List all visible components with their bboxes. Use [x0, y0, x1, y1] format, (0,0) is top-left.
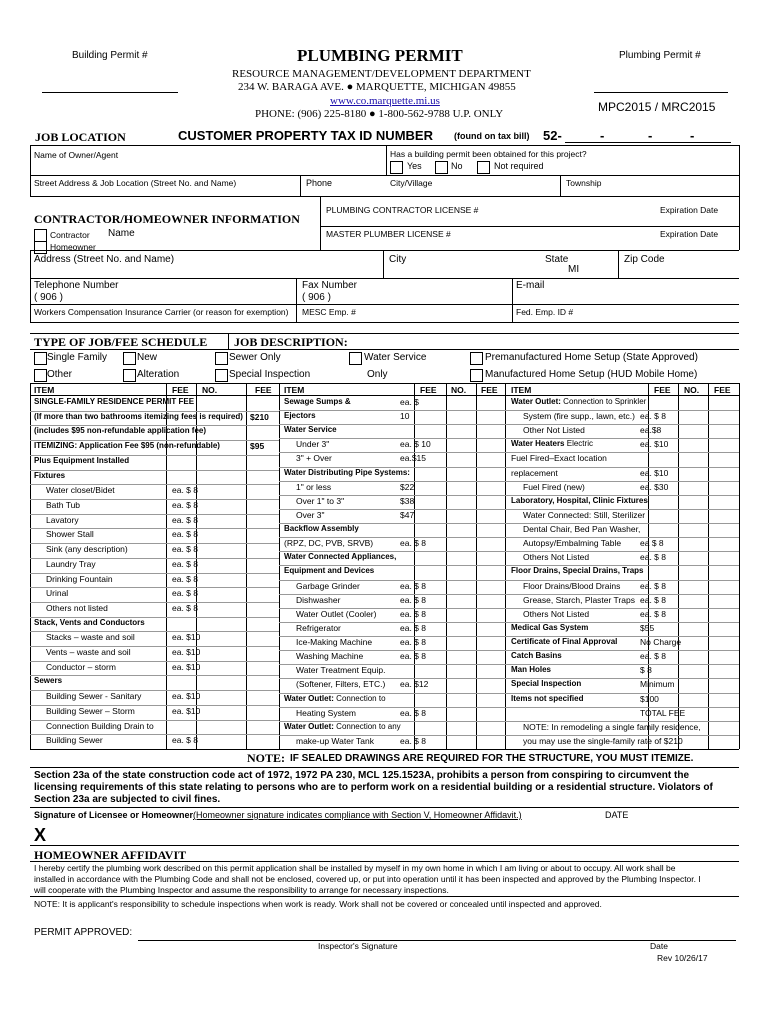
- tax-id-field[interactable]: [565, 142, 731, 143]
- job-location-heading: JOB LOCATION: [35, 130, 126, 144]
- fee-item-label: Over 3": [296, 509, 325, 520]
- fee-amount: ea. $ 8: [400, 594, 426, 605]
- fee-amount: $55: [640, 622, 655, 633]
- name-label: Name: [108, 228, 135, 239]
- fee-item-label: Lavatory: [46, 514, 79, 525]
- city-village-label: City/Village: [390, 178, 433, 188]
- fee-amount: ea.$8: [640, 425, 662, 436]
- water-service-label: Water Service: [364, 352, 427, 363]
- footer-date-label: Date: [650, 941, 668, 951]
- col1-item-header: ITEM: [34, 385, 55, 395]
- fee-item-label: Shower Stall: [46, 529, 94, 540]
- single-family-label: Single Family: [47, 352, 108, 363]
- sealed-note-prefix: NOTE:: [247, 751, 286, 765]
- fee-amount: ea. $ 8: [400, 735, 426, 746]
- fee-amount: ea. $10: [172, 632, 201, 643]
- yes-label: Yes: [407, 161, 422, 171]
- other-label: Other: [47, 369, 73, 380]
- fee-amount: ea. $10: [640, 467, 669, 478]
- tax-id-label: CUSTOMER PROPERTY TAX ID NUMBER: [178, 128, 433, 143]
- not-required-checkbox[interactable]: [477, 161, 490, 174]
- sewer-only-checkbox[interactable]: [215, 352, 228, 365]
- fee-amount: ea. $ 8: [172, 588, 198, 599]
- fee-item-label: Washing Machine: [296, 651, 364, 662]
- water-service-only-label: Only: [367, 369, 388, 380]
- fee-item-label: Others not listed: [46, 602, 108, 613]
- fee-amount: ea. $ 8: [172, 602, 198, 613]
- fee-item-label: Drinking Fountain: [46, 573, 113, 584]
- fee-item-label: Others Not Listed: [523, 608, 590, 619]
- fee-amount: ea. $ 8: [640, 552, 666, 563]
- homeowner-label: Homeowner: [50, 242, 96, 252]
- fee-item-label: Certificate of Final Approval: [511, 637, 618, 647]
- fee-total-amount: $210: [250, 411, 269, 422]
- manufactured-label: Manufactured Home Setup (HUD Mobile Home): [485, 369, 698, 380]
- approval-signature-line[interactable]: [138, 940, 736, 941]
- fee-amount: ea. $ 8: [640, 594, 666, 605]
- fax-label: Fax Number: [302, 280, 358, 291]
- fee-amount: ea. $ 8: [400, 651, 426, 662]
- inspector-signature-label: Inspector's Signature: [318, 941, 398, 951]
- fee-item-detail: Connection to Sprinkler: [560, 397, 647, 406]
- fee-amount: ea. $ 8: [640, 608, 666, 619]
- fee-item-label: Building Sewer – Storm: [46, 705, 135, 716]
- street-label: Street Address & Job Location (Street No. and Name): [34, 178, 237, 188]
- fee-item-label: Under 3": [296, 439, 330, 450]
- township-label: Township: [566, 178, 602, 188]
- fee-item-label: 1" or less: [296, 481, 332, 492]
- building-permit-question: Has a building permit been obtained for this project?: [390, 149, 587, 159]
- fee-item-label: Man Holes: [511, 665, 552, 675]
- col3-item-header: ITEM: [511, 385, 532, 395]
- fee-item-label: Water Connected: Still, Sterilizer: [523, 509, 646, 520]
- no-checkbox[interactable]: [435, 161, 448, 174]
- plumbing-permit-field[interactable]: [594, 92, 728, 93]
- fee-item-label: Urinal: [46, 588, 69, 599]
- section-23a-text: Section 23a of the state construction code act of 1972, 1972 PA 230, MCL 125.1523A, prohibits a person from conspiring to circumvent the licensing requirements of this state relating to persons who are to perform work on a residential building or a residential structure. Violators of Section 23a are subjected to civil fines.: [34, 770, 713, 805]
- form-codes: MPC2015 / MRC2015: [598, 100, 716, 114]
- fee-amount: ea. $10: [172, 691, 201, 702]
- fee-amount: $ 8: [640, 665, 652, 676]
- fee-amount: ea. $ 8: [172, 558, 198, 569]
- department-address: 234 W. BARAGA AVE. ● MARQUETTE, MICHIGAN 49855: [238, 81, 516, 93]
- signature-x-mark: X: [34, 825, 47, 845]
- affidavit-heading: HOMEOWNER AFFIDAVIT: [34, 848, 187, 862]
- tax-id-prefix: 52-: [543, 128, 562, 143]
- fee-amount: $100: [640, 693, 659, 704]
- fee-item-label: Bath Tub: [46, 499, 81, 510]
- fee-item-label: Catch Basins: [511, 651, 562, 661]
- fee-item-label: Dishwasher: [296, 594, 341, 605]
- fee-item-label: Over 1" to 3": [296, 495, 345, 506]
- fee-item-label: Water closet/Bidet: [46, 485, 115, 496]
- fee-item-label: SINGLE-FAMILY RESIDENCE PERMIT FEE: [34, 397, 195, 406]
- sealed-note: IF SEALED DRAWINGS ARE REQUIRED FOR THE STRUCTURE, YOU MUST ITEMIZE.: [290, 753, 694, 764]
- other-checkbox[interactable]: [34, 369, 47, 382]
- contractor-label: Contractor: [50, 230, 90, 240]
- fee-amount: No Charge: [640, 637, 682, 648]
- date-label: DATE: [605, 810, 629, 820]
- fee-item-label: Grease, Starch, Plaster Traps: [523, 594, 635, 605]
- fee-item-label: Water Outlet: Connection to any: [284, 721, 401, 731]
- fee-item-label: you may use the single-family rate of $210: [523, 735, 683, 746]
- fee-amount: ea. $ 8: [640, 580, 666, 591]
- fee-amount: ea. $ 8: [400, 637, 426, 648]
- fee-item-label: Floor Drains, Special Drains, Traps: [511, 566, 644, 576]
- col1-fee-header: FEE: [172, 385, 189, 395]
- page-title: PLUMBING PERMIT: [297, 46, 463, 65]
- fee-amount: ea. $30: [640, 481, 669, 492]
- website-link[interactable]: www.co.marquette.mi.us: [330, 95, 440, 107]
- fee-amount: ea. $12: [400, 679, 429, 690]
- no-label: No: [451, 161, 463, 171]
- fax-value[interactable]: ( 906 ): [302, 292, 331, 303]
- building-permit-field[interactable]: [42, 92, 178, 93]
- fee-item-label: Equipment and Devices: [284, 566, 375, 576]
- fee-item-detail: Electric: [564, 439, 593, 449]
- affidavit-text-1: I hereby certify the plumbing work described on this permit application shall be installed by myself in my own home in which I am living or about to occupy. All work shall be: [34, 863, 676, 873]
- workers-comp-label: Workers Compensation Insurance Carrier (or reason for exemption): [34, 307, 289, 317]
- state-label: State: [545, 254, 569, 265]
- fee-amount: ea.$15: [400, 453, 426, 464]
- tax-id-dash-1: -: [600, 128, 605, 143]
- col2-fee2-header: FEE: [481, 385, 498, 395]
- fee-amount: ea. $10: [172, 647, 201, 658]
- new-label: New: [137, 352, 158, 363]
- fee-item-label: Others Not Listed: [523, 552, 590, 563]
- fee-item-label: Sink (any description): [46, 544, 128, 555]
- fee-amount: ea. $ 8: [172, 544, 198, 555]
- fee-amount: ea. $ 8: [172, 514, 198, 525]
- fee-item-label: Water Outlet: Connection to Sprinkler: [511, 397, 647, 406]
- fee-item-label: Water Service: [284, 425, 337, 435]
- fee-item-label: Water Heaters Electric: [511, 439, 593, 449]
- fee-item-label: Vents – waste and soil: [46, 647, 131, 658]
- job-description-heading: JOB DESCRIPTION:: [234, 335, 348, 349]
- sewer-only-label: Sewer Only: [229, 352, 281, 363]
- address-label: Address (Street No. and Name): [34, 254, 175, 265]
- fee-item-label: Dental Chair, Bed Pan Washer,: [523, 524, 641, 535]
- fee-item-label: Connection Building Drain to: [46, 720, 154, 731]
- premanufactured-checkbox[interactable]: [470, 352, 483, 365]
- fee-item-label: Plus Equipment Installed: [34, 455, 130, 465]
- building-permit-label: Building Permit #: [72, 50, 148, 61]
- fee-amount: ea. $ 8: [400, 580, 426, 591]
- fee-item-label: Ice-Making Machine: [296, 637, 373, 648]
- special-inspection-label: Special Inspection: [229, 369, 311, 380]
- fee-item-label: Floor Drains/Blood Drains: [523, 580, 621, 591]
- state-value: MI: [568, 264, 580, 275]
- fee-item-label: Fixtures: [34, 470, 66, 480]
- new-checkbox[interactable]: [123, 352, 136, 365]
- affidavit-text-3: will cooperate with the Plumbing Inspector and assume the responsibility to arrange for necessary inspections.: [34, 885, 449, 895]
- fee-amount: ea. $ 8: [400, 622, 426, 633]
- fee-amount: ea. $ 8: [640, 651, 666, 662]
- fee-amount: ea. $10: [172, 705, 201, 716]
- fee-amount: ea $ 8: [640, 538, 664, 549]
- fee-item-label: (Softener, Filters, ETC.): [296, 679, 386, 690]
- expiration-date-1: Expiration Date: [660, 205, 719, 215]
- col1-fee2-header: FEE: [255, 385, 272, 395]
- affidavit-note: NOTE: It is applicant's responsibility to schedule inspections when work is ready. Work shall not be covered or concealed until inspected and approved.: [34, 899, 602, 909]
- special-inspection-checkbox[interactable]: [215, 369, 228, 382]
- fee-item-label: Sewage Sumps &: [284, 397, 351, 406]
- phone-label: Phone: [306, 178, 333, 188]
- telephone-value[interactable]: ( 906 ): [34, 292, 63, 303]
- col1-no-header: NO.: [202, 385, 218, 395]
- fee-item-label: System (fire supp., lawn, etc.): [523, 411, 635, 422]
- manufactured-checkbox[interactable]: [470, 369, 483, 382]
- fed-emp-label: Fed. Emp. ID #: [516, 307, 574, 317]
- fee-amount: ea. $ 8: [172, 485, 198, 496]
- water-service-checkbox[interactable]: [349, 352, 362, 365]
- fee-item-label: (If more than two bathrooms itemizing fees is required): [34, 411, 243, 421]
- fee-item-label: Water Distributing Pipe Systems:: [284, 467, 410, 477]
- fee-item-label: ITEMIZING: Application Fee $95 (non-refundable): [34, 441, 220, 451]
- col3-fee2-header: FEE: [714, 385, 731, 395]
- tax-id-note: (found on tax bill): [454, 131, 530, 141]
- affidavit-text-2: installed in accordance with the Plumbing Code and shall not be enclosed, covered up, or put into operation until it has been inspected and approved by the Plumbing Inspector. I: [34, 874, 701, 884]
- fee-item-label: Fuel Fired–Exact location: [511, 453, 607, 464]
- fee-amount: ea. $10: [640, 439, 669, 450]
- fee-item-label: Laboratory, Hospital, Clinic Fixtures: [511, 495, 648, 505]
- fee-amount: 10: [400, 411, 410, 422]
- fee-item-label: Stack, Vents and Conductors: [34, 617, 145, 627]
- mesc-label: MESC Emp. #: [302, 307, 356, 317]
- col2-item-header: ITEM: [284, 385, 305, 395]
- fee-amount: $47: [400, 509, 415, 520]
- fee-amount: Minimum: [640, 679, 675, 690]
- telephone-label: Telephone Number: [34, 280, 119, 291]
- fee-item-label: Garbage Grinder: [296, 580, 360, 591]
- master-license-label: MASTER PLUMBER LICENSE #: [326, 229, 451, 239]
- fee-amount: $22: [400, 481, 415, 492]
- fee-item-label: Water Connected Appliances,: [284, 552, 397, 562]
- fee-amount: $38: [400, 495, 415, 506]
- fee-item-label: Other Not Listed: [523, 425, 585, 436]
- expiration-date-2: Expiration Date: [660, 229, 719, 239]
- department-name: RESOURCE MANAGEMENT/DEVELOPMENT DEPARTMENT: [232, 68, 531, 80]
- col3-no-header: NO.: [684, 385, 700, 395]
- fee-item-detail: Connection to: [333, 693, 386, 703]
- owner-label: Name of Owner/Agent: [34, 150, 119, 160]
- homeowner-checkbox[interactable]: [34, 241, 47, 254]
- fee-total-amount: $95: [250, 441, 265, 452]
- fee-amount: ea. $ 8: [172, 499, 198, 510]
- single-family-checkbox[interactable]: [34, 352, 47, 365]
- col2-no-header: NO.: [451, 385, 467, 395]
- fee-item-label: Items not specified: [511, 693, 584, 703]
- fee-item-label: Laundry Tray: [46, 558, 96, 569]
- fee-item-label: NOTE: In remodeling a single family residence,: [523, 721, 701, 732]
- fee-amount: ea. $ 8: [400, 608, 426, 619]
- fee-amount: ea. $ 8: [640, 411, 666, 422]
- fee-item-label: Sewers: [34, 676, 63, 686]
- not-required-label: Not required: [494, 161, 544, 171]
- fee-item-label: Backflow Assembly: [284, 524, 359, 534]
- plumbing-permit-label: Plumbing Permit #: [619, 50, 701, 61]
- department-phone: PHONE: (906) 225-8180 ● 1-800-562-9788 U.P. ONLY: [255, 108, 504, 120]
- signature-label: Signature of Licensee or Homeowner: [34, 810, 194, 820]
- fee-item-label: Heating System: [296, 707, 356, 718]
- fee-item-label: (RPZ, DC, PVB, SRVB): [284, 538, 374, 549]
- city-label: City: [389, 254, 407, 265]
- fee-amount: ea. $ 8: [172, 735, 198, 746]
- fee-item-label: Water Treatment Equip.: [296, 665, 386, 676]
- fee-amount: ea. $ 8: [172, 573, 198, 584]
- tax-id-dash-2: -: [648, 128, 653, 143]
- fee-item-detail: Connection to any: [333, 721, 401, 731]
- fee-item-label: Water Outlet: Connection to: [284, 693, 386, 703]
- fee-item-label: Medical Gas System: [511, 622, 589, 632]
- fee-amount: ea. $ 10: [400, 439, 431, 450]
- fee-item-label: Building Sewer - Sanitary: [46, 691, 142, 702]
- signature-note: (Homeowner signature indicates compliance with Section V, Homeowner Affidavit.): [193, 810, 522, 820]
- fee-item-label: Special Inspection: [511, 679, 582, 689]
- alteration-label: Alteration: [137, 369, 180, 380]
- alteration-checkbox[interactable]: [123, 369, 136, 382]
- fee-item-label: 3" + Over: [296, 453, 332, 464]
- fee-item-label: Building Sewer: [46, 735, 103, 746]
- fee-amount: ea. $ 8: [400, 538, 426, 549]
- fee-item-label: Autopsy/Embalming Table: [523, 538, 622, 549]
- fee-item-label: Ejectors: [284, 411, 316, 421]
- fee-item-label: Refrigerator: [296, 622, 341, 633]
- fee-item-label: make-up Water Tank: [296, 735, 374, 746]
- fee-item-label: (includes $95 non-refundable application fee): [34, 426, 207, 436]
- revision-label: Rev 10/26/17: [657, 953, 708, 963]
- email-label: E-mail: [516, 280, 545, 291]
- yes-checkbox[interactable]: [390, 161, 403, 174]
- fee-item-label: Fuel Fired (new): [523, 481, 585, 492]
- fee-amount: ea. $ 8: [400, 707, 426, 718]
- fee-amount: ea. $10: [172, 661, 201, 672]
- fee-item-label: replacement: [511, 467, 558, 478]
- col3-fee-header: FEE: [654, 385, 671, 395]
- contractor-heading: CONTRACTOR/HOMEOWNER INFORMATION: [34, 212, 300, 226]
- fee-item-label: Water Outlet (Cooler): [296, 608, 377, 619]
- fee-amount: ea. $: [400, 397, 419, 407]
- job-type-heading: TYPE OF JOB/FEE SCHEDULE: [34, 335, 208, 349]
- fee-amount: TOTAL FEE: [640, 707, 686, 718]
- fee-item-label: Stacks – waste and soil: [46, 632, 135, 643]
- zip-label: Zip Code: [624, 254, 665, 265]
- permit-approved-label: PERMIT APPROVED:: [34, 927, 133, 938]
- plumbing-license-label: PLUMBING CONTRACTOR LICENSE #: [326, 205, 479, 215]
- premanufactured-label: Premanufactured Home Setup (State Approved): [485, 352, 698, 363]
- fee-amount: ea. $ 8: [172, 529, 198, 540]
- fee-item-label: Conductor – storm: [46, 661, 116, 672]
- tax-id-dash-3: -: [690, 128, 695, 143]
- col2-fee-header: FEE: [420, 385, 437, 395]
